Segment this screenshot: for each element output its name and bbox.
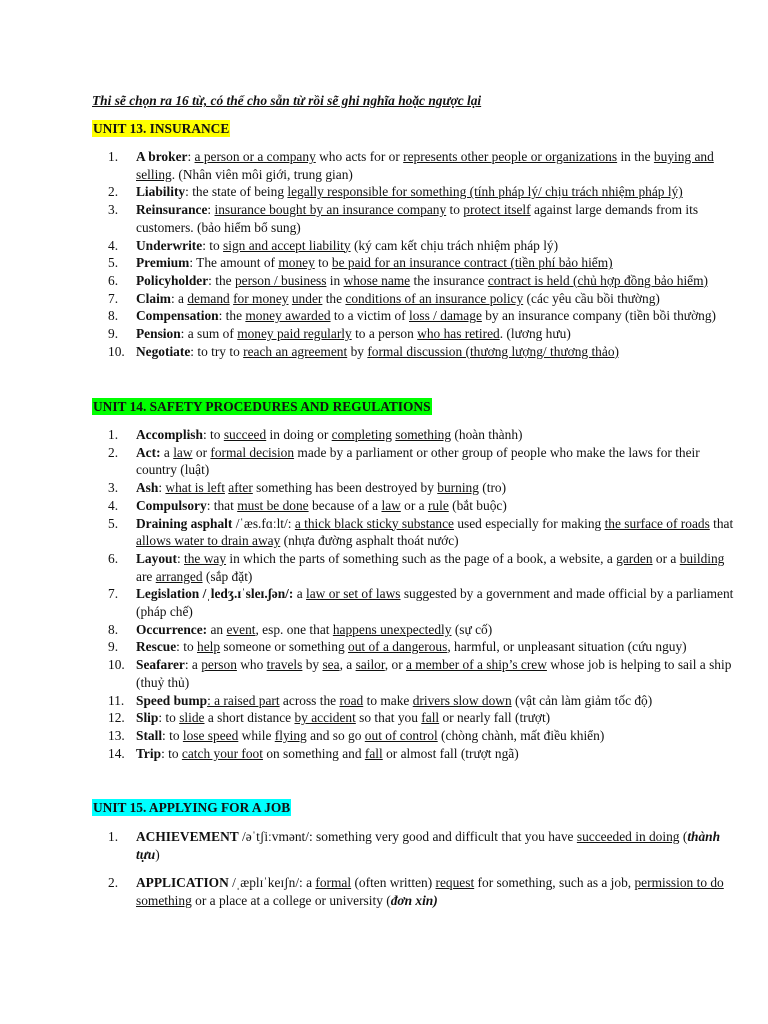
vocab-entry (0, 727, 734, 745)
entry-number: 4. (108, 497, 119, 513)
entry-text: (often written) (351, 875, 436, 891)
entry-term: Trip (136, 745, 162, 761)
entry-term: ACHIEVEMENT (136, 829, 239, 844)
entry-underlined-text: drivers slow down (412, 692, 512, 708)
entry-term: Premium (136, 255, 190, 271)
entry-number: 2. (108, 184, 119, 200)
entry-underlined-text: fall (421, 710, 440, 726)
entry-text: , or (384, 657, 406, 673)
vocab-entry (0, 183, 734, 201)
entry-underlined-text: out of a dangerous (348, 639, 448, 655)
vocab-entry (0, 148, 734, 183)
entry-text: a (160, 444, 174, 460)
entry-text: or (192, 444, 211, 460)
vocab-entry (0, 874, 734, 909)
entry-term: Underwrite (136, 237, 203, 253)
entry-number: 13. (108, 727, 125, 743)
entry-underlined-text: completing (331, 427, 392, 442)
entry-term: Speed bump (136, 692, 208, 708)
entry-text: (chòng chành, mất điều khiển) (437, 727, 605, 743)
entry-text: : to try to (190, 343, 244, 359)
entry-text: by an insurance company (tiền bồi thường) (481, 308, 716, 324)
entry-text: : a sum of (180, 326, 238, 342)
entry-number: 9. (108, 326, 119, 342)
vocab-entry (0, 237, 734, 255)
entry-text: (nhựa đường asphalt thoát nước) (280, 533, 459, 549)
entry-term: APPLICATION (136, 875, 229, 891)
entry-text: : to (162, 727, 183, 743)
entry-text: on something and (262, 745, 365, 761)
entry-text: : to (161, 745, 182, 761)
vocab-entry (0, 656, 734, 691)
entry-underlined-text: who has retired (417, 326, 500, 342)
entry-text: that (709, 515, 734, 531)
entry-underlined-text: sea (322, 657, 340, 673)
entry-text: to a person (351, 326, 418, 342)
entry-number: 7. (108, 586, 119, 602)
entry-underlined-text: building (679, 550, 725, 566)
vocab-entry (0, 638, 734, 656)
intro-note: Thi sẽ chọn ra 16 từ, có thể cho sẵn từ rồi sẽ ghi nghĩa hoặc ngược lại (92, 93, 482, 108)
entry-underlined-text: lose speed (182, 727, 239, 743)
entry-term: Claim (136, 290, 171, 306)
entry-text: : that (206, 497, 238, 513)
entry-underlined-text: money awarded (245, 308, 331, 324)
entry-underlined-text: formal discussion (thương lượng/ thương thảo) (367, 343, 619, 359)
entry-text: by (302, 657, 323, 673)
entry-text: so that you (355, 710, 422, 726)
entry-underlined-text: flying (274, 727, 307, 743)
vocab-entry (0, 828, 734, 863)
entry-number: 4. (108, 237, 119, 253)
entry-underlined-text: out of control (364, 727, 438, 743)
entry-underlined-text: after (228, 480, 253, 496)
entry-underlined-text: succeed (223, 427, 267, 442)
vocab-entry (0, 692, 734, 710)
entry-text: to (446, 202, 464, 218)
entry-underlined-text: for money (233, 290, 289, 306)
entry-text: the insurance (410, 272, 488, 288)
vocab-entry (0, 343, 734, 361)
entry-text: : The amount of (189, 255, 279, 271)
vocab-entry (0, 307, 734, 325)
entry-text: /ˈæs.fɑːlt/: (232, 515, 295, 531)
unit-15-heading: UNIT 15. APPLYING FOR A JOB (93, 800, 291, 815)
entry-text: /ˌæplɪˈkeɪʃn/: a (228, 875, 316, 891)
entry-text: to a victim of (330, 308, 409, 324)
entry-underlined-text: the surface of roads (604, 515, 710, 531)
entry-text: (ký cam kết chịu trách nhiệm pháp lý) (350, 237, 559, 253)
entry-term: Rescue (136, 639, 177, 655)
entry-term: Seafarer (136, 657, 185, 673)
entry-text: (tro) (478, 480, 507, 496)
entry-text: to make (363, 692, 413, 708)
entry-text: an (207, 621, 227, 637)
entry-underlined-text: what is left (165, 480, 225, 496)
entry-text: the (322, 290, 346, 306)
entry-text: or a (652, 550, 680, 566)
entry-term: Policyholder (136, 272, 209, 288)
entry-underlined-text: law or set of laws (306, 586, 401, 602)
entry-text: , a (339, 657, 356, 673)
vocab-entry (0, 272, 734, 290)
entry-text: (hoàn thành) (451, 427, 523, 442)
entry-underlined-text: allows water to drain away (136, 533, 281, 549)
entry-text: because of a (308, 497, 382, 513)
entry-number: 2. (108, 444, 119, 460)
entry-underlined-text: something (395, 427, 452, 442)
entry-number: 11. (108, 692, 125, 708)
entry-text: or almost fall (trượt ngã) (382, 745, 519, 761)
entry-term: Compulsory (136, 497, 207, 513)
unit-15-list (0, 828, 734, 921)
entry-text: or a place at a college or university ( (191, 893, 391, 909)
entry-text: : (207, 202, 215, 218)
entry-underlined-text: demand (187, 290, 230, 306)
entry-underlined-text: sign and accept liability (223, 237, 351, 253)
entry-underlined-text: buying and selling (136, 149, 714, 182)
entry-number: 3. (108, 480, 119, 496)
vocab-entry (0, 479, 734, 497)
entry-underlined-text: be paid for an insurance contract (tiền phí bảo hiểm) (331, 255, 613, 271)
entry-underlined-text: money paid regularly (237, 326, 352, 342)
entry-number: 5. (108, 515, 119, 531)
entry-underlined-text: person (201, 657, 237, 673)
entry-text: in (326, 272, 344, 288)
entry-text: , harmful, or unpleasant situation (cứu nguy) (447, 639, 687, 655)
entry-number: 8. (108, 308, 119, 324)
entry-text: : a (184, 657, 202, 673)
entry-underlined-text: the way (184, 550, 227, 566)
entry-number: 7. (108, 290, 119, 306)
entry-underlined-text: contract is held (chủ hợp đồng bảo hiểm) (487, 272, 708, 288)
entry-text: someone or something (220, 639, 349, 655)
entry-underlined-text: must be done (237, 497, 309, 513)
entry-text: and so go (306, 727, 365, 743)
entry-text: are (136, 568, 156, 584)
entry-text: used especially for making (453, 515, 605, 531)
vocab-entry (0, 709, 734, 727)
entry-underlined-text: permission to do something (136, 875, 724, 909)
entry-text: : to (158, 710, 180, 726)
vocab-entry (0, 426, 734, 444)
entry-underlined-text: legally responsible for something (tính pháp lý/ chịu trách nhiệm pháp lý) (287, 184, 683, 200)
vocab-entry (0, 621, 734, 639)
entry-underlined-text: burning (437, 480, 479, 496)
vocab-entry (0, 745, 734, 763)
entry-number: 14. (108, 745, 125, 761)
entry-text: : a (170, 290, 188, 306)
entry-underlined-text: under (291, 290, 323, 306)
entry-underlined-text: a thick black sticky substance (294, 515, 454, 531)
entry-translation: thành tựu (136, 829, 721, 862)
entry-text: something has been destroyed by (252, 480, 438, 496)
entry-number: 1. (108, 149, 119, 164)
entry-underlined-text: garden (616, 550, 653, 566)
entry-underlined-text: insurance bought by an insurance company (214, 202, 447, 218)
entry-underlined-text: rule (427, 497, 449, 513)
entry-text: : the (208, 272, 235, 288)
entry-underlined-text: happens unexpectedly (332, 621, 452, 637)
unit-14-list (0, 426, 734, 762)
entry-underlined-text: fall (364, 745, 383, 761)
entry-number: 1. (108, 427, 119, 442)
entry-text: (sắp đặt) (202, 568, 253, 584)
entry-text: a short distance (204, 710, 295, 726)
entry-text: for something, such as a job, (474, 875, 635, 891)
entry-underlined-text: catch your foot (181, 745, 263, 761)
entry-text: : to (202, 427, 224, 442)
unit-13-heading: UNIT 13. INSURANCE (93, 121, 230, 136)
entry-term: Occurrence: (136, 621, 208, 637)
entry-number: 10. (108, 343, 125, 359)
entry-underlined-text: law (173, 444, 193, 460)
entry-text: ( (679, 829, 688, 844)
entry-text: . (Nhân viên môi giới, trung gian) (171, 166, 353, 182)
entry-underlined-text: event (226, 621, 256, 637)
vocab-entry (0, 444, 734, 479)
entry-number: 1. (108, 829, 119, 844)
entry-text: who (236, 657, 267, 673)
unit-14-heading: UNIT 14. SAFETY PROCEDURES AND REGULATIONS (93, 399, 431, 414)
entry-term: Negotiate (136, 343, 191, 359)
entry-text: whose job is helping to sail a ship (thuỷ thủ) (136, 657, 732, 690)
entry-text: against large demands from its customers. (bảo hiểm bổ sung) (136, 202, 699, 235)
entry-text: (vật cản làm giảm tốc độ) (511, 692, 653, 708)
entry-underlined-text: a member of a ship’s crew (406, 657, 547, 673)
entry-text: a (293, 586, 307, 602)
entry-term: Draining asphalt (136, 515, 233, 531)
entry-underlined-text: reach an agreement (243, 343, 348, 359)
entry-underlined-text: : a raised part (207, 692, 280, 708)
entry-number: 6. (108, 550, 119, 566)
entry-term: Ash (136, 480, 159, 496)
entry-number: 6. (108, 272, 119, 288)
entry-number: 5. (108, 255, 119, 271)
entry-underlined-text: succeeded in doing (576, 829, 680, 844)
entry-text: who acts for or (315, 149, 404, 164)
entry-term: Slip (136, 710, 159, 726)
entry-text: in doing or (266, 427, 332, 442)
entry-text: (sự cố) (451, 621, 493, 637)
entry-underlined-text: road (339, 692, 364, 708)
entry-underlined-text: formal decision (210, 444, 295, 460)
entry-text: : (176, 550, 185, 566)
vocab-entry (0, 254, 734, 272)
entry-text: across the (279, 692, 340, 708)
entry-underlined-text: sailor (355, 657, 385, 673)
entry-underlined-text: represents other people or organizations (403, 149, 618, 164)
entry-text: made by a parliament or other group of people who make the laws for their country (luật) (136, 444, 700, 478)
entry-underlined-text: whose name (343, 272, 411, 288)
vocab-entry (0, 515, 734, 550)
entry-underlined-text: money (278, 255, 315, 271)
entry-text: or nearly fall (trượt) (439, 710, 551, 726)
entry-term: Layout (136, 550, 177, 566)
entry-text: : the state of being (185, 184, 288, 200)
entry-text: . (lương hưu) (499, 326, 571, 342)
entry-underlined-text: slide (179, 710, 205, 726)
entry-text: in which the parts of something such as the page of a book, a website, a (226, 550, 617, 566)
entry-term: Compensation (136, 308, 219, 324)
entry-number: 12. (108, 710, 125, 726)
entry-text: to (314, 255, 332, 271)
entry-term: Liability (136, 184, 186, 200)
entry-underlined-text: law (381, 497, 401, 513)
vocab-entry (0, 497, 734, 515)
unit-13-list (0, 148, 734, 360)
entry-term: Reinsurance (136, 202, 208, 218)
entry-text: : the (218, 308, 246, 324)
entry-text: ) (155, 846, 160, 862)
entry-text: /əˈtʃiːvmənt/: something very good and difficult that you have (238, 829, 577, 844)
entry-underlined-text: travels (266, 657, 303, 673)
entry-number: 3. (108, 202, 119, 218)
entry-underlined-text: person / business (234, 272, 327, 288)
entry-translation: đơn xin) (390, 893, 438, 909)
entry-text: : to (176, 639, 198, 655)
entry-underlined-text: formal (315, 875, 352, 891)
entry-term: Pension (136, 326, 181, 342)
entry-term: Act: (136, 444, 161, 460)
entry-text: (các yêu cầu bồi thường) (523, 290, 660, 306)
entry-term: Stall (136, 727, 163, 743)
vocab-entry (0, 290, 734, 308)
entry-text: or a (400, 497, 428, 513)
entry-term: A broker (136, 149, 188, 164)
entry-text: : to (202, 237, 224, 253)
entry-number: 2. (108, 875, 119, 891)
vocab-entry (0, 325, 734, 343)
entry-text: suggested by a government and made official by a parliament (pháp chế) (136, 586, 734, 620)
entry-term: Legislation /ˌledʒ.ɪˈsleɪ.ʃən/: (136, 586, 294, 602)
entry-text: (bắt buộc) (448, 497, 507, 513)
entry-text: while (238, 727, 275, 743)
entry-number: 10. (108, 657, 125, 673)
entry-text: , esp. one that (255, 621, 333, 637)
entry-text: by (347, 343, 368, 359)
entry-underlined-text: loss / damage (409, 308, 482, 324)
entry-underlined-text: help (197, 639, 221, 655)
entry-underlined-text: by accident (294, 710, 356, 726)
entry-underlined-text: arranged (155, 568, 203, 584)
entry-number: 9. (108, 639, 119, 655)
entry-number: 8. (108, 621, 119, 637)
entry-text: : (158, 480, 166, 496)
entry-text: in the (617, 149, 654, 164)
entry-underlined-text: a person or a company (194, 149, 316, 164)
vocab-entry (0, 201, 734, 236)
entry-underlined-text: request (435, 875, 475, 891)
entry-text: : (187, 149, 195, 164)
entry-underlined-text: protect itself (463, 202, 531, 218)
vocab-entry (0, 585, 734, 620)
entry-underlined-text: conditions of an insurance policy (345, 290, 524, 306)
entry-term: Accomplish (136, 427, 203, 442)
vocab-entry (0, 550, 734, 585)
